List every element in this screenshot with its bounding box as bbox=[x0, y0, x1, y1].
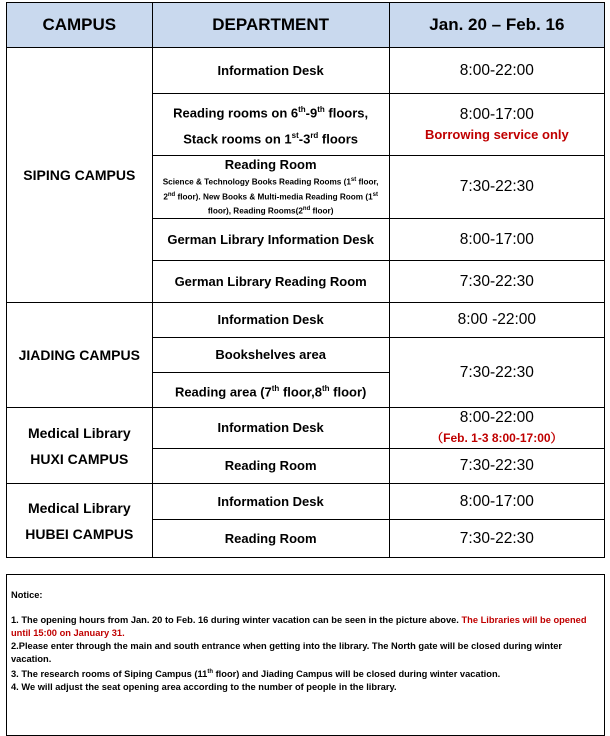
dept-cell: Information Desk bbox=[152, 484, 389, 520]
notice-item-1: 1. The opening hours from Jan. 20 to Feb. 16 during winter vacation can be seen in the picture above. The Libraries will be opened until 15:00 on January 31. bbox=[11, 615, 587, 638]
notice-item-4: 4. We will adjust the seat opening area according to the number of people in the library. bbox=[11, 682, 397, 693]
hours-cell: 8:00-17:00 Borrowing service only bbox=[389, 94, 604, 156]
hours-cell: 7:30-22:30 bbox=[389, 261, 604, 303]
dept-cell: Reading rooms on 6th-9th floors, Stack rooms on 1st-3rd floors bbox=[152, 94, 389, 156]
hours-cell: 8:00-22:00 bbox=[389, 48, 604, 94]
dept-cell: German Library Reading Room bbox=[152, 261, 389, 303]
dept-cell: Reading Room Science & Technology Books Reading Rooms (1st floor, 2nd floor). New Books & Multi-media Reading Room (1st floor), Reading Rooms(2nd floor) bbox=[152, 156, 389, 219]
schedule-table bbox=[6, 2, 605, 558]
header-department: DEPARTMENT bbox=[152, 3, 389, 48]
header-hours: Jan. 20 – Feb. 16 bbox=[389, 3, 604, 48]
notice-item-2: 2.Please enter through the main and south entrance when getting into the library. The North gate will be closed during winter vacation. bbox=[11, 641, 562, 664]
dept-cell: Bookshelves area bbox=[152, 338, 389, 373]
header-campus: CAMPUS bbox=[7, 3, 153, 48]
campus-hubei: Medical Library HUBEI CAMPUS bbox=[7, 484, 153, 558]
table-row bbox=[7, 484, 605, 520]
hours-cell: 8:00 -22:00 bbox=[389, 303, 604, 338]
reading-room-detail: Science & Technology Books Reading Rooms (1st floor, 2nd floor). New Books & Multi-media Reading Room (1st floor), Reading Rooms(2nd floor) bbox=[162, 177, 379, 217]
notice-item-3: 3. The research rooms of Siping Campus (11th floor) and Jiading Campus will be closed during winter vacation. bbox=[11, 669, 501, 680]
dept-cell: Information Desk bbox=[152, 303, 389, 338]
hours-cell: 7:30-22:30 bbox=[389, 156, 604, 219]
dept-cell: Reading Room bbox=[152, 520, 389, 558]
campus-siping: SIPING CAMPUS bbox=[7, 48, 153, 303]
hours-cell: 7:30-22:30 bbox=[389, 338, 604, 408]
notice-box bbox=[6, 574, 605, 736]
header-row bbox=[7, 3, 605, 48]
hours-cell: 7:30-22:30 bbox=[389, 520, 604, 558]
hours-cell: 8:00-17:00 bbox=[389, 484, 604, 520]
hours-cell: 8:00-22:00 （Feb. 1-3 8:00-17:00） bbox=[389, 408, 604, 449]
campus-jiading: JIADING CAMPUS bbox=[7, 303, 153, 408]
borrowing-note: Borrowing service only bbox=[424, 126, 569, 142]
notice-label: Notice: bbox=[11, 590, 43, 600]
table-row bbox=[7, 408, 605, 449]
table-row bbox=[7, 48, 605, 94]
hours-cell: 7:30-22:30 bbox=[389, 449, 604, 484]
huxi-note: （Feb. 1-3 8:00-17:00） bbox=[431, 431, 563, 446]
dept-cell: Reading area (7th floor,8th floor) bbox=[152, 373, 389, 408]
campus-huxi: Medical Library HUXI CAMPUS bbox=[7, 408, 153, 484]
dept-cell: Reading Room bbox=[152, 449, 389, 484]
dept-cell: German Library Information Desk bbox=[152, 219, 389, 261]
hours-cell: 8:00-17:00 bbox=[389, 219, 604, 261]
table-row bbox=[7, 303, 605, 338]
dept-cell: Information Desk bbox=[152, 48, 389, 94]
dept-cell: Information Desk bbox=[152, 408, 389, 449]
